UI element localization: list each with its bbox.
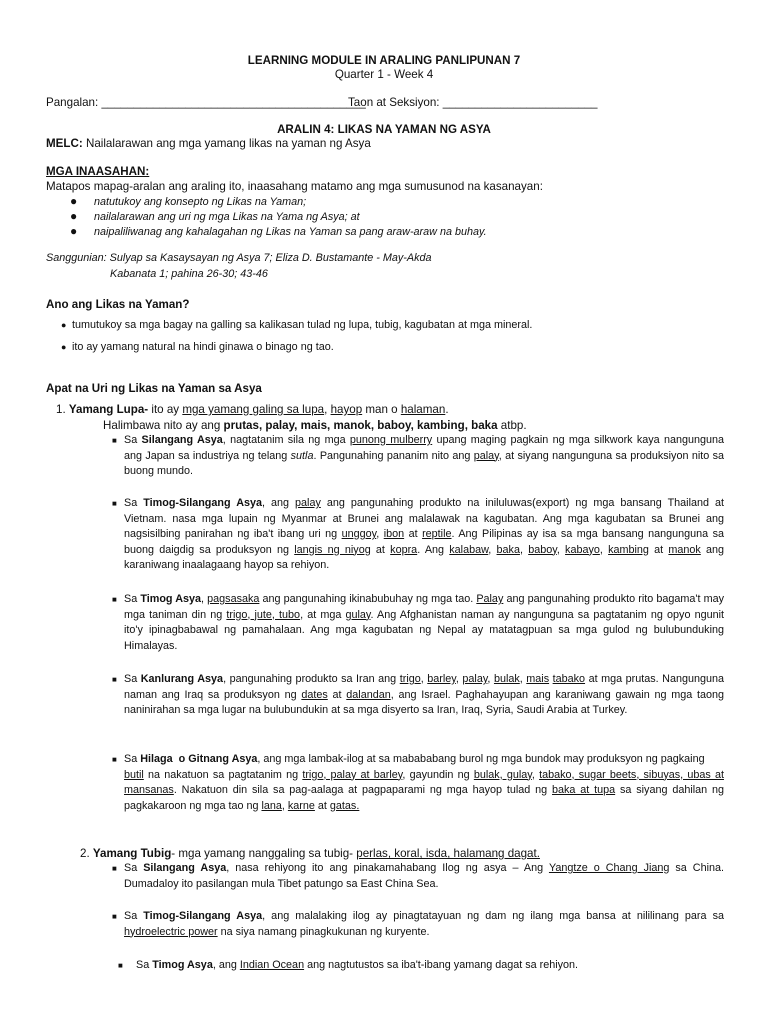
square-bullet-icon: ■ xyxy=(118,961,123,970)
square-bullet-icon: ■ xyxy=(112,595,117,604)
text: mga yamang galing sa lupa xyxy=(182,403,325,416)
text: halaman xyxy=(400,403,446,416)
text: - mga yamang nanggaling sa tubig- xyxy=(171,847,357,860)
item-number: 2. xyxy=(80,847,90,860)
region-paragraph: Sa Silangang Asya, nasa rehiyong ito ang pinakamahabang Ilog ng asya – Ang Yangtze o Chang Jiang sa China. Dumadaloy ito pasilangan mula Tibet patungo sa East China Sea. xyxy=(124,862,724,890)
yamang-lupa-line xyxy=(56,403,449,417)
section-field[interactable]: Taon at Seksiyon: ________________________ xyxy=(348,96,598,109)
region-paragraph: Sa Silangang Asya, nagtatanim sila ng mga punong mulberry upang maging pagkain ng mga silkwork kaya nangunguna ang Japan sa industriya ng telang sutla. Pangunahing pananim nito ang palay, at siyang nangunguna sa produksiyon nito sa buong mundo. xyxy=(124,434,724,477)
text: man o xyxy=(362,403,401,416)
text: . xyxy=(445,403,449,416)
region-paragraph: Sa Kanlurang Asya, pangunahing produkto sa Iran ang trigo, barley, palay, bulak, mais tabako at mga prutas. Nangunguna naman ang Iraq sa produksyon ng dates at dalandan, ang Israel. Paghahayupan ang karaniwang gawain ng mga taong naninirahan sa mga lugar na bulubundukin at sa mga disyerto sa Iran, Iraq, Syria, Saudi Arabia at Turkey. xyxy=(124,673,725,716)
text: atbp. xyxy=(497,419,527,432)
text: hayop xyxy=(330,403,363,416)
bullet-icon: ● xyxy=(70,194,78,208)
yamang-tubig-line xyxy=(80,847,540,861)
objective-item: natutukoy ang konsepto ng Likas na Yaman; xyxy=(94,196,307,208)
region-paragraph: Sa Hilaga o Gitnang Asya, ang mga lambak-ilog at sa mabababang burol ng mga bundok may produksyon ng pagkaing butil na nakatuon sa pagtatanim ng trigo, palay at barley, gayundin ng bulak, gulay, tabako, sugar beets, sibuyas, ubas at mansanas. Nakatuon din sila sa pag-aalaga at pagpaparami ng mga hayop tulad ng baka at tupa sa siyang dahilan ng pagkakaroon ng mga tao ng lana, karne at gatas. xyxy=(124,753,724,812)
examples-line xyxy=(103,419,527,433)
objectives-heading: MGA INAASAHAN: xyxy=(46,165,150,178)
text: Halimbawa nito ay ang xyxy=(103,419,224,432)
examples-bold: prutas, palay, mais, manok, baboy, kambing, baka xyxy=(223,419,498,432)
objective-item: naipaliliwanag ang kahalagahan ng Likas na Yaman sa pang araw-araw na buhay. xyxy=(94,226,487,238)
definition-item: tumutukoy sa mga bagay na galling sa kalikasan tulad ng lupa, tubig, kagubatan at mga mineral. xyxy=(72,319,533,331)
name-field[interactable]: Pangalan: _________________________________________ xyxy=(46,96,366,109)
square-bullet-icon: ■ xyxy=(112,755,117,764)
text: , xyxy=(324,403,331,416)
square-bullet-icon: ■ xyxy=(112,675,117,684)
square-bullet-icon: ■ xyxy=(112,436,117,445)
text: perlas, koral, isda, halamang dagat. xyxy=(356,847,540,860)
lesson-title: ARALIN 4: LIKAS NA YAMAN NG ASYA xyxy=(277,123,491,136)
region-paragraph: Sa Timog Asya, pagsasaka ang pangunahing ikinabubuhay ng mga tao. Palay ang pangunahing produkto rito bagama't may mga taniman din ng trigo, jute, tubo, at mga gulay. Ang Afghanistan naman ay nangunguna sa pagtatanim ng opyo ngunit ito'y ipinagbabawal ng pamahalaan. Ang mga kagubatan ng Nepal ay matatagpuan sa mga gulod ng bulubunduking Himalayas. xyxy=(124,593,724,652)
module-subtitle: Quarter 1 - Week 4 xyxy=(334,68,434,81)
region-paragraph: Sa Timog Asya, ang Indian Ocean ang nagtutustos sa iba't-ibang yamang dagat sa rehiyon. xyxy=(136,959,579,971)
melc-label: MELC: xyxy=(46,137,83,150)
region-paragraph: Sa Timog-Silangang Asya, ang palay ang pangunahing produkto na iniluluwas(export) ng mga bansang Thailand at Vietnam. nasa mga lupain ng Myanmar at Brunei ang malalawak na kagubatan. Ang mga kagubatan sa Brunei ang nagsisilbing panirahan ng iba't ibang uri ng unggoy, ibon at reptile. Ang Pilipinas ay isa sa mga bansang nangunguna sa buong daigdig sa produksyon ng langis ng niyog at kopra. Ang kalabaw, baka, baboy, kabayo, kambing at manok ang karaniwang inaalagaang hayop sa rehiyon. xyxy=(124,497,725,571)
yamang-tubig-title: Yamang Tubig xyxy=(92,847,172,860)
objectives-intro: Matapos mapag-aralan ang araling ito, inaasahang matamo ang mga sumusunod na kasanayan: xyxy=(46,180,543,193)
melc-line xyxy=(46,137,371,151)
melc-text: Nailalarawan ang mga yamang likas na yaman ng Asya xyxy=(85,137,371,150)
types-heading: Apat na Uri ng Likas na Yaman sa Asya xyxy=(46,382,262,395)
bullet-icon: ● xyxy=(61,320,67,330)
source-line-1: Sanggunian: Sulyap sa Kasaysayan ng Asya 7; Eliza D. Bustamante - May-Akda xyxy=(46,252,432,264)
square-bullet-icon: ■ xyxy=(112,912,117,921)
module-title: LEARNING MODULE IN ARALING PANLIPUNAN 7 xyxy=(247,54,521,67)
region-paragraph: Sa Timog-Silangang Asya, ang malalaking ilog ay pinagtatayuan ng dam ng ilang mga bansa at nililinang para sa hydroelectric power na siya namang pinagkukunan ng kuryente. xyxy=(124,910,724,938)
bullet-icon: ● xyxy=(70,224,78,238)
yamang-lupa-title: Yamang Lupa- xyxy=(68,403,149,416)
definition-item: ito ay yamang natural na hindi ginawa o binago ng tao. xyxy=(72,341,334,353)
definition-heading: Ano ang Likas na Yaman? xyxy=(46,298,190,311)
square-bullet-icon: ■ xyxy=(112,864,117,873)
item-number: 1. xyxy=(56,403,66,416)
square-bullet-icon: ■ xyxy=(112,499,117,508)
text: ito ay xyxy=(148,403,183,416)
source-line-2: Kabanata 1; pahina 26-30; 43-46 xyxy=(110,268,268,280)
objective-item: nailalarawan ang uri ng mga Likas na Yama ng Asya; at xyxy=(94,211,360,223)
bullet-icon: ● xyxy=(61,342,67,352)
bullet-icon: ● xyxy=(70,209,78,223)
